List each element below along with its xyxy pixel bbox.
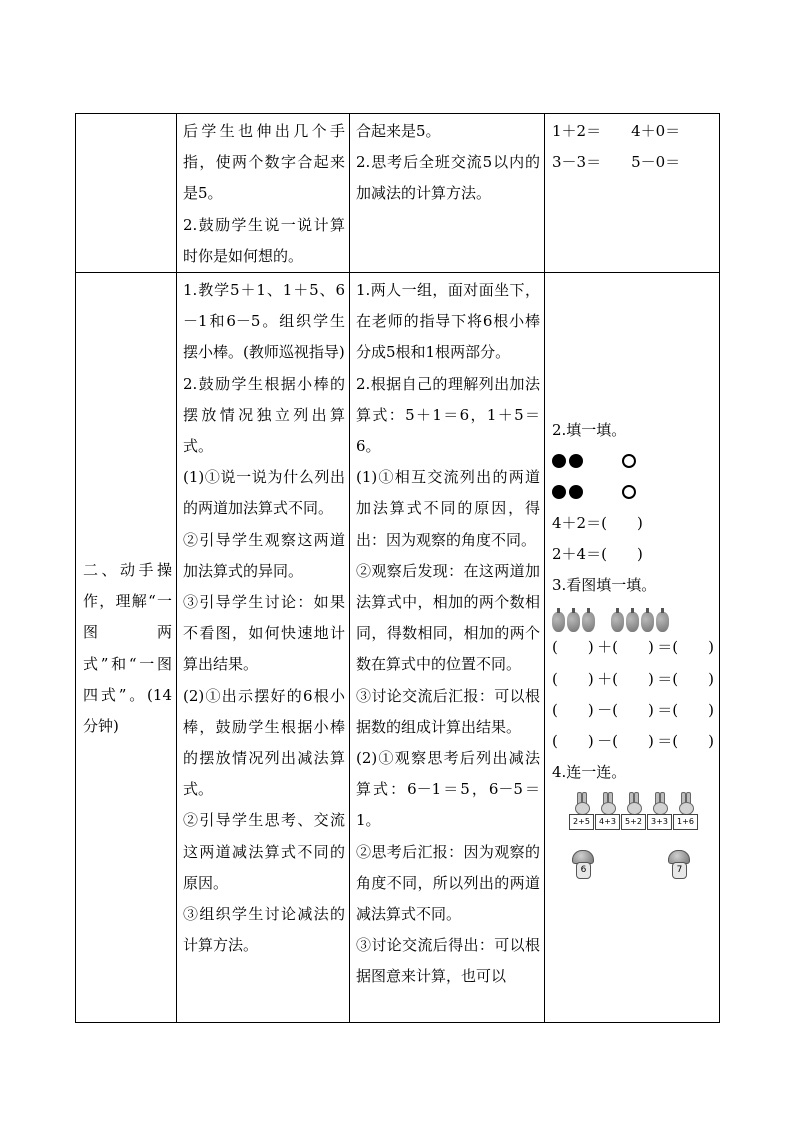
blank-equation-row: ( ) －( ) ＝( ) [552,732,714,751]
dot-figure [552,477,714,508]
paragraph: 2.鼓励学生根据小棒的摆放情况独立列出算式。 [183,374,345,456]
equation: 1＋2＝ [552,122,602,140]
student-activity-cell [350,114,545,273]
blank-equation-row: ( ) －( ) ＝( ) [552,700,714,719]
exercise-cell [545,273,720,1023]
blank-equation-row: ( ) ＋( ) ＝( ) [552,638,714,657]
stage-cell [76,273,177,1023]
paragraph: ③引导学生讨论：如果不看图，如何快速地计算出结果。 [183,593,345,674]
mushroom-icon [572,850,594,880]
paragraph: (1)①说一说为什么列出的两道加法算式不同。 [183,468,345,518]
bunny-figure [569,792,714,836]
filled-dot-icon [552,454,566,468]
filled-dot-icon [569,454,583,468]
paragraph: (1)①相互交流列出的两道加法算式不同的原因，得出：因为观察的角度不同。 [356,468,540,549]
paragraph: 2.思考后全班交流5以内的加减法的计算方法。 [356,153,540,203]
fill-equation: 2＋4＝( ) [552,545,643,563]
paragraph: 2.鼓励学生说一说计算时你是如何想的。 [183,215,345,265]
teacher-activity-cell [177,273,350,1023]
equation: 5－0＝ [631,153,681,172]
equation: 3－3＝ [552,153,602,172]
bunny-icon [673,792,698,836]
filled-dot-icon [569,485,583,499]
fill-equation: 4＋2＝( ) [552,513,643,532]
paragraph: (2)①观察思考后列出减法算式：6－1＝5，6－5＝1。 [356,749,540,830]
pepper-icon [626,612,639,632]
paragraph: 2.根据自己的理解列出加法算式：5＋1＝6，1＋5＝6。 [356,374,540,456]
table-row [76,273,720,1023]
paragraph: ③讨论交流后汇报：可以根据数的组成计算出结果。 [356,686,540,736]
paragraph: ②引导学生观察这两道加法算式的异同。 [183,530,345,580]
blank-equation-row: ( ) ＋( ) ＝( ) [552,669,714,688]
equation: 4＋0＝ [631,122,681,140]
stage-cell [76,114,177,273]
fill-title: 2.填一填。 [552,420,627,439]
bunny-icon [595,792,620,836]
paragraph: 1.教学5＋1、1＋5、6－1和6－5。组织学生摆小棒。(教师巡视指导) [183,281,345,362]
student-activity-cell [350,273,545,1023]
table-row [76,114,720,273]
bunny-icon [647,792,672,836]
paragraph: 合起来是5。 [356,122,441,140]
equation-row [552,147,714,178]
bunny-icon [621,792,646,836]
bunny-card-label: 1+6 [673,814,698,830]
pepper-icon [611,612,624,632]
paragraph: ②观察后发现：在这两道加法算式中，相加的两个数相同，得数相同，相加的两个数在算式中的位置不同。 [356,561,540,674]
mushroom-figure [572,850,690,882]
exercise-cell [545,114,720,273]
bunny-icon [569,792,594,836]
paragraph: (2)①出示摆好的6根小棒，鼓励学生根据小棒的摆放情况列出减法算式。 [183,686,345,799]
equation-row [552,116,714,147]
paragraph: ②引导学生思考、交流这两道减法算式不同的原因。 [183,811,345,892]
pepper-icon [567,612,580,632]
mushroom-label: 6 [576,862,591,879]
connect-title: 4.连一连。 [552,763,627,782]
bunny-card-label: 3+3 [647,814,672,830]
teacher-activity-cell [177,114,350,273]
paragraph: ③组织学生讨论减法的计算方法。 [183,905,345,955]
mushroom-icon [668,850,690,880]
pepper-figure [552,601,714,632]
lesson-plan-table [75,113,720,1023]
mushroom-label: 7 [672,862,687,879]
hollow-dot-icon [622,485,636,499]
look-title: 3.看图填一填。 [552,576,657,595]
paragraph: ③讨论交流后得出：可以根据图意来计算，也可以 [356,936,540,986]
hollow-dot-icon [622,454,636,468]
pepper-icon [552,612,565,632]
bunny-card-label: 4+3 [595,814,620,830]
paragraph: ②思考后汇报：因为观察的角度不同，所以列出的两道减法算式不同。 [356,842,540,924]
stage-title: 二、动手操作，理解“一图两式”和“一图四式”。(14分钟) [83,560,172,735]
pepper-icon [656,612,669,632]
pepper-icon [582,612,595,632]
paragraph: 后学生也伸出几个手指，使两个数字合起来是5。 [183,122,345,203]
bunny-card-label: 2+5 [569,814,594,830]
pepper-icon [641,612,654,632]
filled-dot-icon [552,485,566,499]
bunny-card-label: 5+2 [621,814,646,830]
paragraph: 1.两人一组，面对面坐下，在老师的指导下将6根小棒分成5根和1根两部分。 [356,281,540,362]
dot-figure [552,446,714,477]
